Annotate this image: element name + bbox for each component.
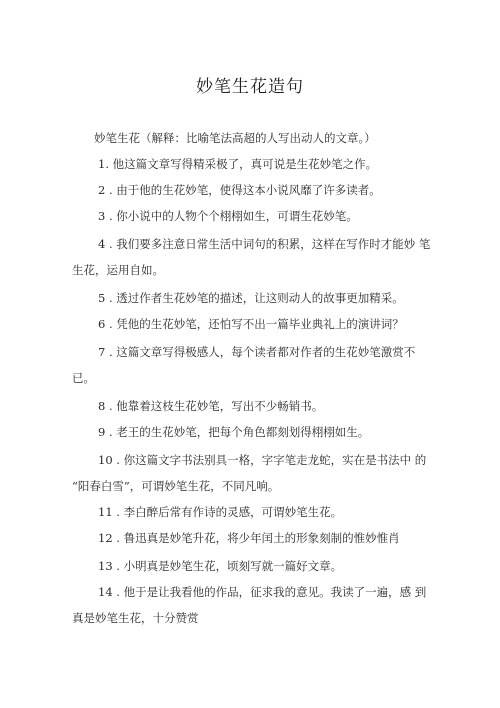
list-item-continuation: 已。 xyxy=(72,371,95,385)
list-item: 13 . 小明真是妙笔生花，顷刻写就一篇好文章。 xyxy=(98,559,343,573)
intro-line: 妙笔生花（解释：比喻笔法高超的人写出动人的文章。） xyxy=(94,131,376,145)
list-item: 7 . 这篇文章写得极感人，每个读者都对作者的生花妙笔激赏不 xyxy=(98,345,416,359)
list-item-continuation: 真是妙笔生花，十分赞赏 xyxy=(72,611,199,625)
list-item: 14 . 他于是让我看他的作品，征求我的意见。我读了一遍，感 到 xyxy=(98,585,427,599)
page-title: 妙笔生花造句 xyxy=(196,77,304,97)
list-item: 6 . 凭他的生花妙笔，还怕写不出一篇毕业典礼上的演讲词？ xyxy=(98,317,404,331)
list-item-continuation: 生花，运用自如。 xyxy=(72,263,164,277)
list-item: 10 . 你这篇文字书法别具一格，字字笔走龙蛇，实在是书法中 的 xyxy=(98,453,427,467)
list-item-continuation: “阳春白雪”，可谓妙笔生花，不同凡响。 xyxy=(72,479,280,493)
list-item: 11 . 李白醉后常有作诗的灵感，可谓妙笔生花。 xyxy=(98,505,343,519)
list-item: 8 . 他靠着这枝生花妙笔，写出不少畅销书。 xyxy=(98,399,324,413)
list-item: 4 . 我们要多注意日常生活中词句的积累，这样在写作时才能妙 笔 xyxy=(98,237,431,251)
list-item: 5 . 透过作者生花妙笔的描述，让这则动人的故事更加精采。 xyxy=(98,291,404,305)
list-item: 12 . 鲁迅真是妙笔升花，将少年闰土的形象刻制的惟妙惟肖 xyxy=(98,531,400,545)
list-item: 2 . 由于他的生花妙笔，使得这本小说风靡了许多读者。 xyxy=(98,183,381,197)
list-item: 9 . 老王的生花妙笔，把每个角色都刻划得栩栩如生。 xyxy=(98,425,370,439)
list-item: 3 . 你小说中的人物个个栩栩如生，可谓生花妙笔。 xyxy=(98,209,358,223)
list-item: 1. 他这篇文章写得精采极了，真可说是生花妙笔之作。 xyxy=(98,157,378,171)
